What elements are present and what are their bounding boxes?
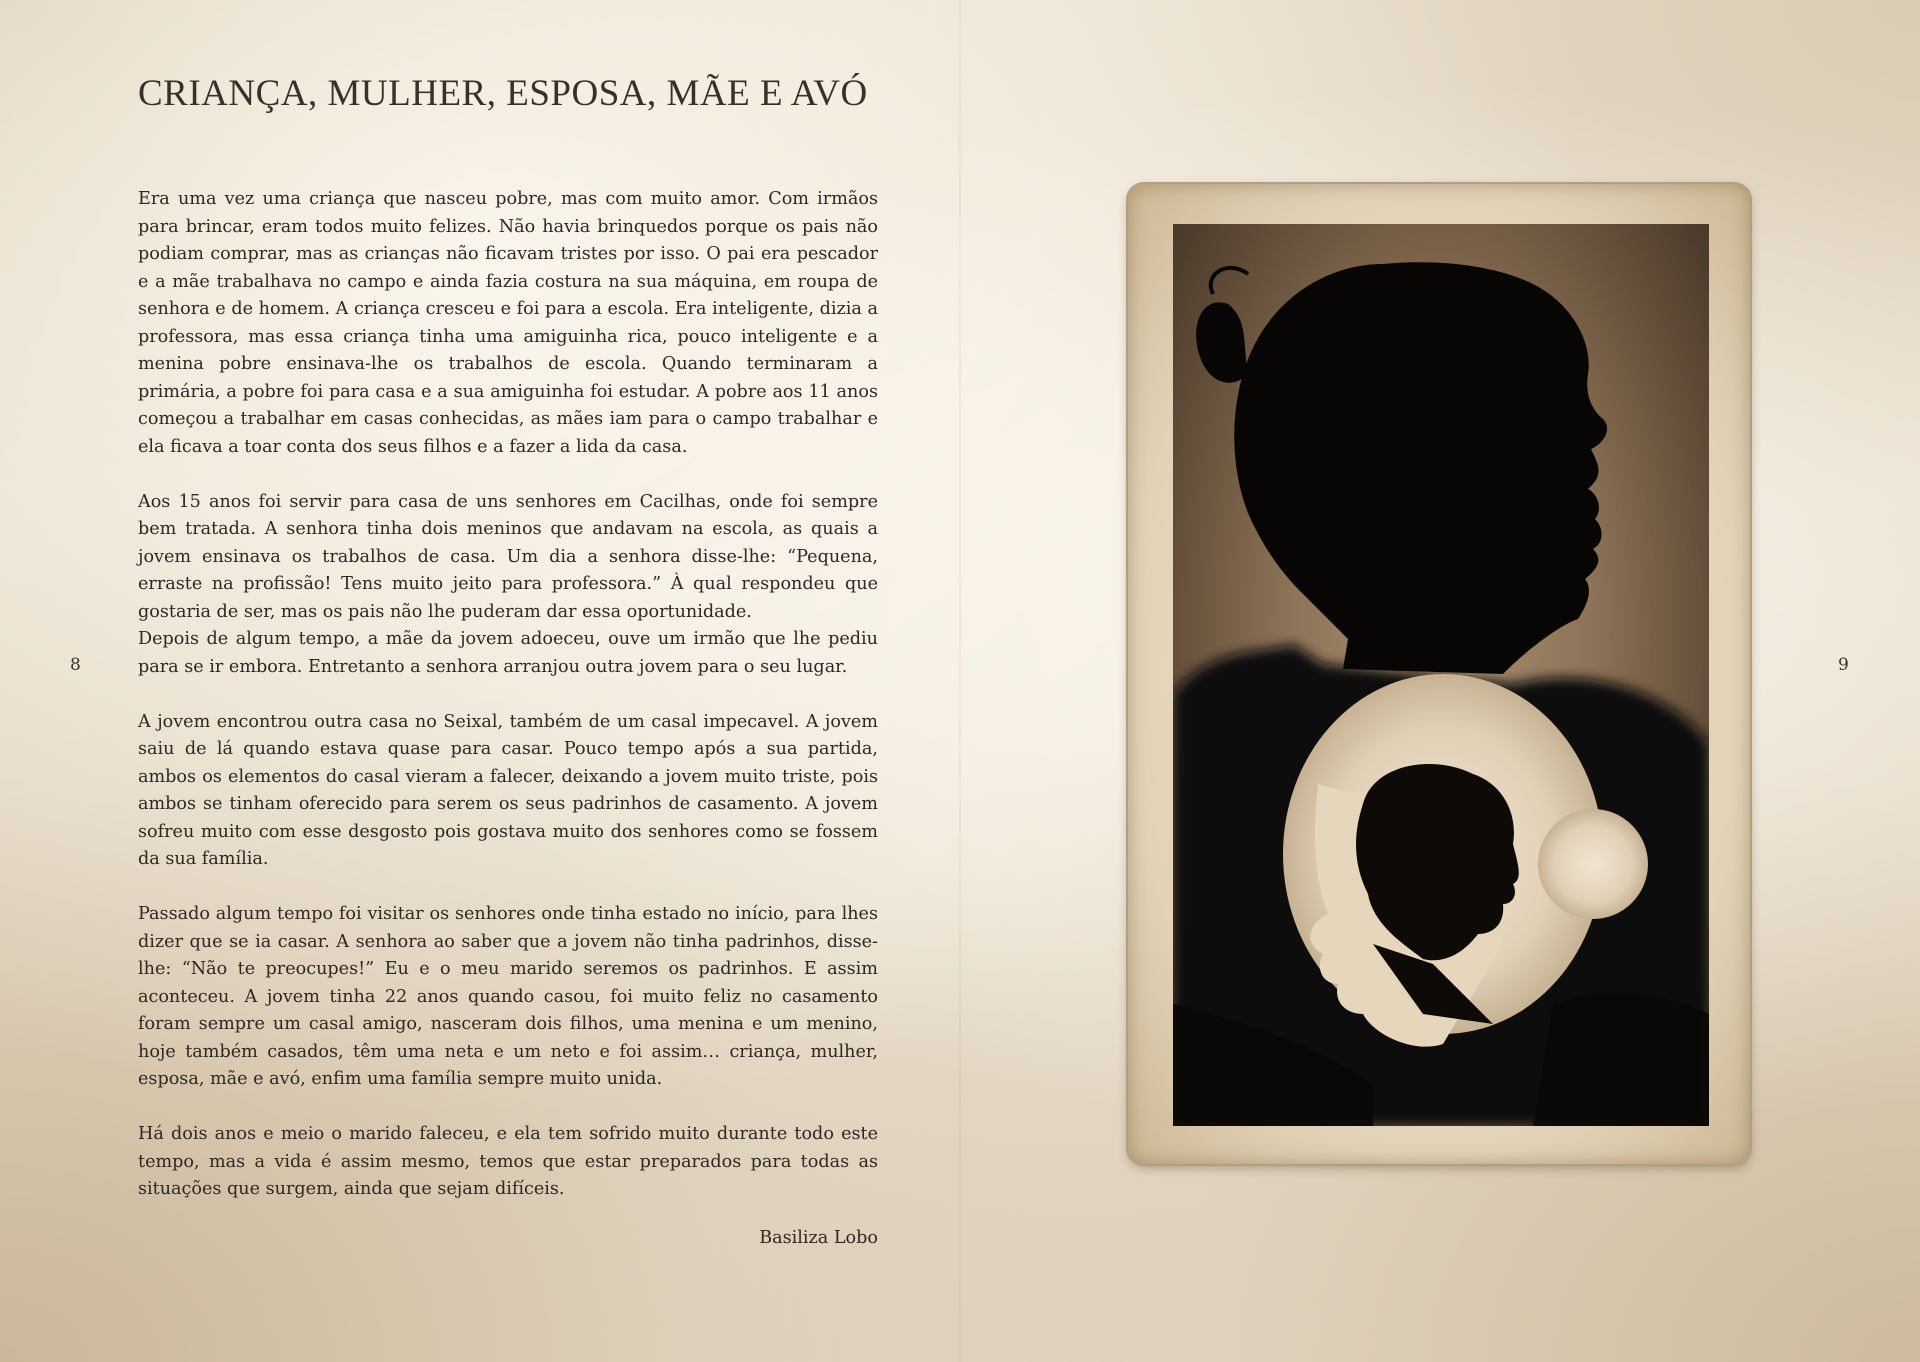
page-title: CRIANÇA, MULHER, ESPOSA, MÃE E AVÓ [138, 73, 868, 114]
paragraph-marriage: Passado algum tempo foi visitar os senhores onde tinha estado no início, para lhes dizer que se ia casar. A senhora ao saber que a jovem não tinha padrinhos, disse-lhe: “Não te preocupes!” Eu e o meu marido seremos os padrinhos. E assim aconteceu. A jovem tinha 22 anos quando casou, foi muito feliz no casamento foram sempre um casal amigo, nasceram dois filhos, uma menina e um menino, hoje também casados, têm uma neta e um neto e foi assim… criança, mulher, esposa, mãe e avó, enfim uma família sempre muito unida. [138, 904, 878, 1089]
hair-wisp [1211, 268, 1248, 294]
silhouette-illustration [1173, 224, 1709, 1126]
paragraph-widowhood: Há dois anos e meio o marido faleceu, e ela tem sofrido muito durante todo este tempo, mas a vida é assim mesmo, temos que estar preparados para todas as situações que surgem, ainda que sejam difíceis. [138, 1124, 878, 1199]
page-number-right: 9 [1838, 655, 1849, 675]
lower-right-shadow [1533, 993, 1709, 1126]
paragraph-cacilhas: Aos 15 anos foi servir para casa de uns senhores em Cacilhas, onde foi sempre bem tratada. A senhora tinha dois meninos que andavam na escola, as quais a jovem ensinava os trabalhos de casa. Um dia a senhora disse-lhe: “Pequena, erraste na profissão! Tens muito jeito para professora.” À qual respondeu que gostaria de ser, mas os pais não lhe puderam dar essa oportunidade. [138, 491, 878, 622]
paragraph-seixal: A jovem encontrou outra casa no Seixal, também de um casal impecavel. A jovem saiu de lá quando estava quase para casar. Pouco tempo após a sua partida, ambos os elementos do casal vieram a falecer, deixando a jovem muito triste, pois ambos se tinham oferecido para serem os seus padrinhos de casamento. A jovem sofreu muito com esse desgosto pois gostava muito dos senhores como se fossem da sua família. [138, 711, 878, 869]
vintage-photo-frame [1128, 184, 1750, 1164]
paragraph-mother-illness: Depois de algum tempo, a mãe da jovem adoeceu, ouve um irmão que lhe pediu para se ir embora. Entretanto a senhora arranjou outra jovem para o seu lugar. [138, 629, 878, 677]
inner-glow-bun [1538, 809, 1648, 919]
author-signature: Basiliza Lobo [759, 1228, 878, 1248]
page-number-left: 8 [70, 655, 81, 675]
spread-fold [958, 0, 962, 1362]
article-body [138, 186, 878, 1231]
child-head-silhouette [1234, 262, 1607, 674]
paragraph-childhood: Era uma vez uma criança que nasceu pobre, mas com muito amor. Com irmãos para brincar, eram todos muito felizes. Não havia brinquedos porque os pais não podiam comprar, mas as crianças não ficavam tristes por isso. O pai era pescador e a mãe trabalhava no campo e ainda fazia costura na sua máquina, em roupa de senhora e de homem. A criança cresceu e foi para a escola. Era inteligente, dizia a professora, mas essa criança tinha uma amiguinha rica, pouco inteligente e a menina pobre ensinava-lhe os trabalhos de escola. Quando terminaram a primária, a pobre foi para casa e a sua amiguinha foi estudar. A pobre aos 11 anos começou a trabalhar em casas conhecidas, as mães iam para o campo trabalhar e ela ficava a toar conta dos seus filhos e a fazer a lida da casa. [138, 189, 878, 457]
hair-bun [1196, 302, 1248, 382]
